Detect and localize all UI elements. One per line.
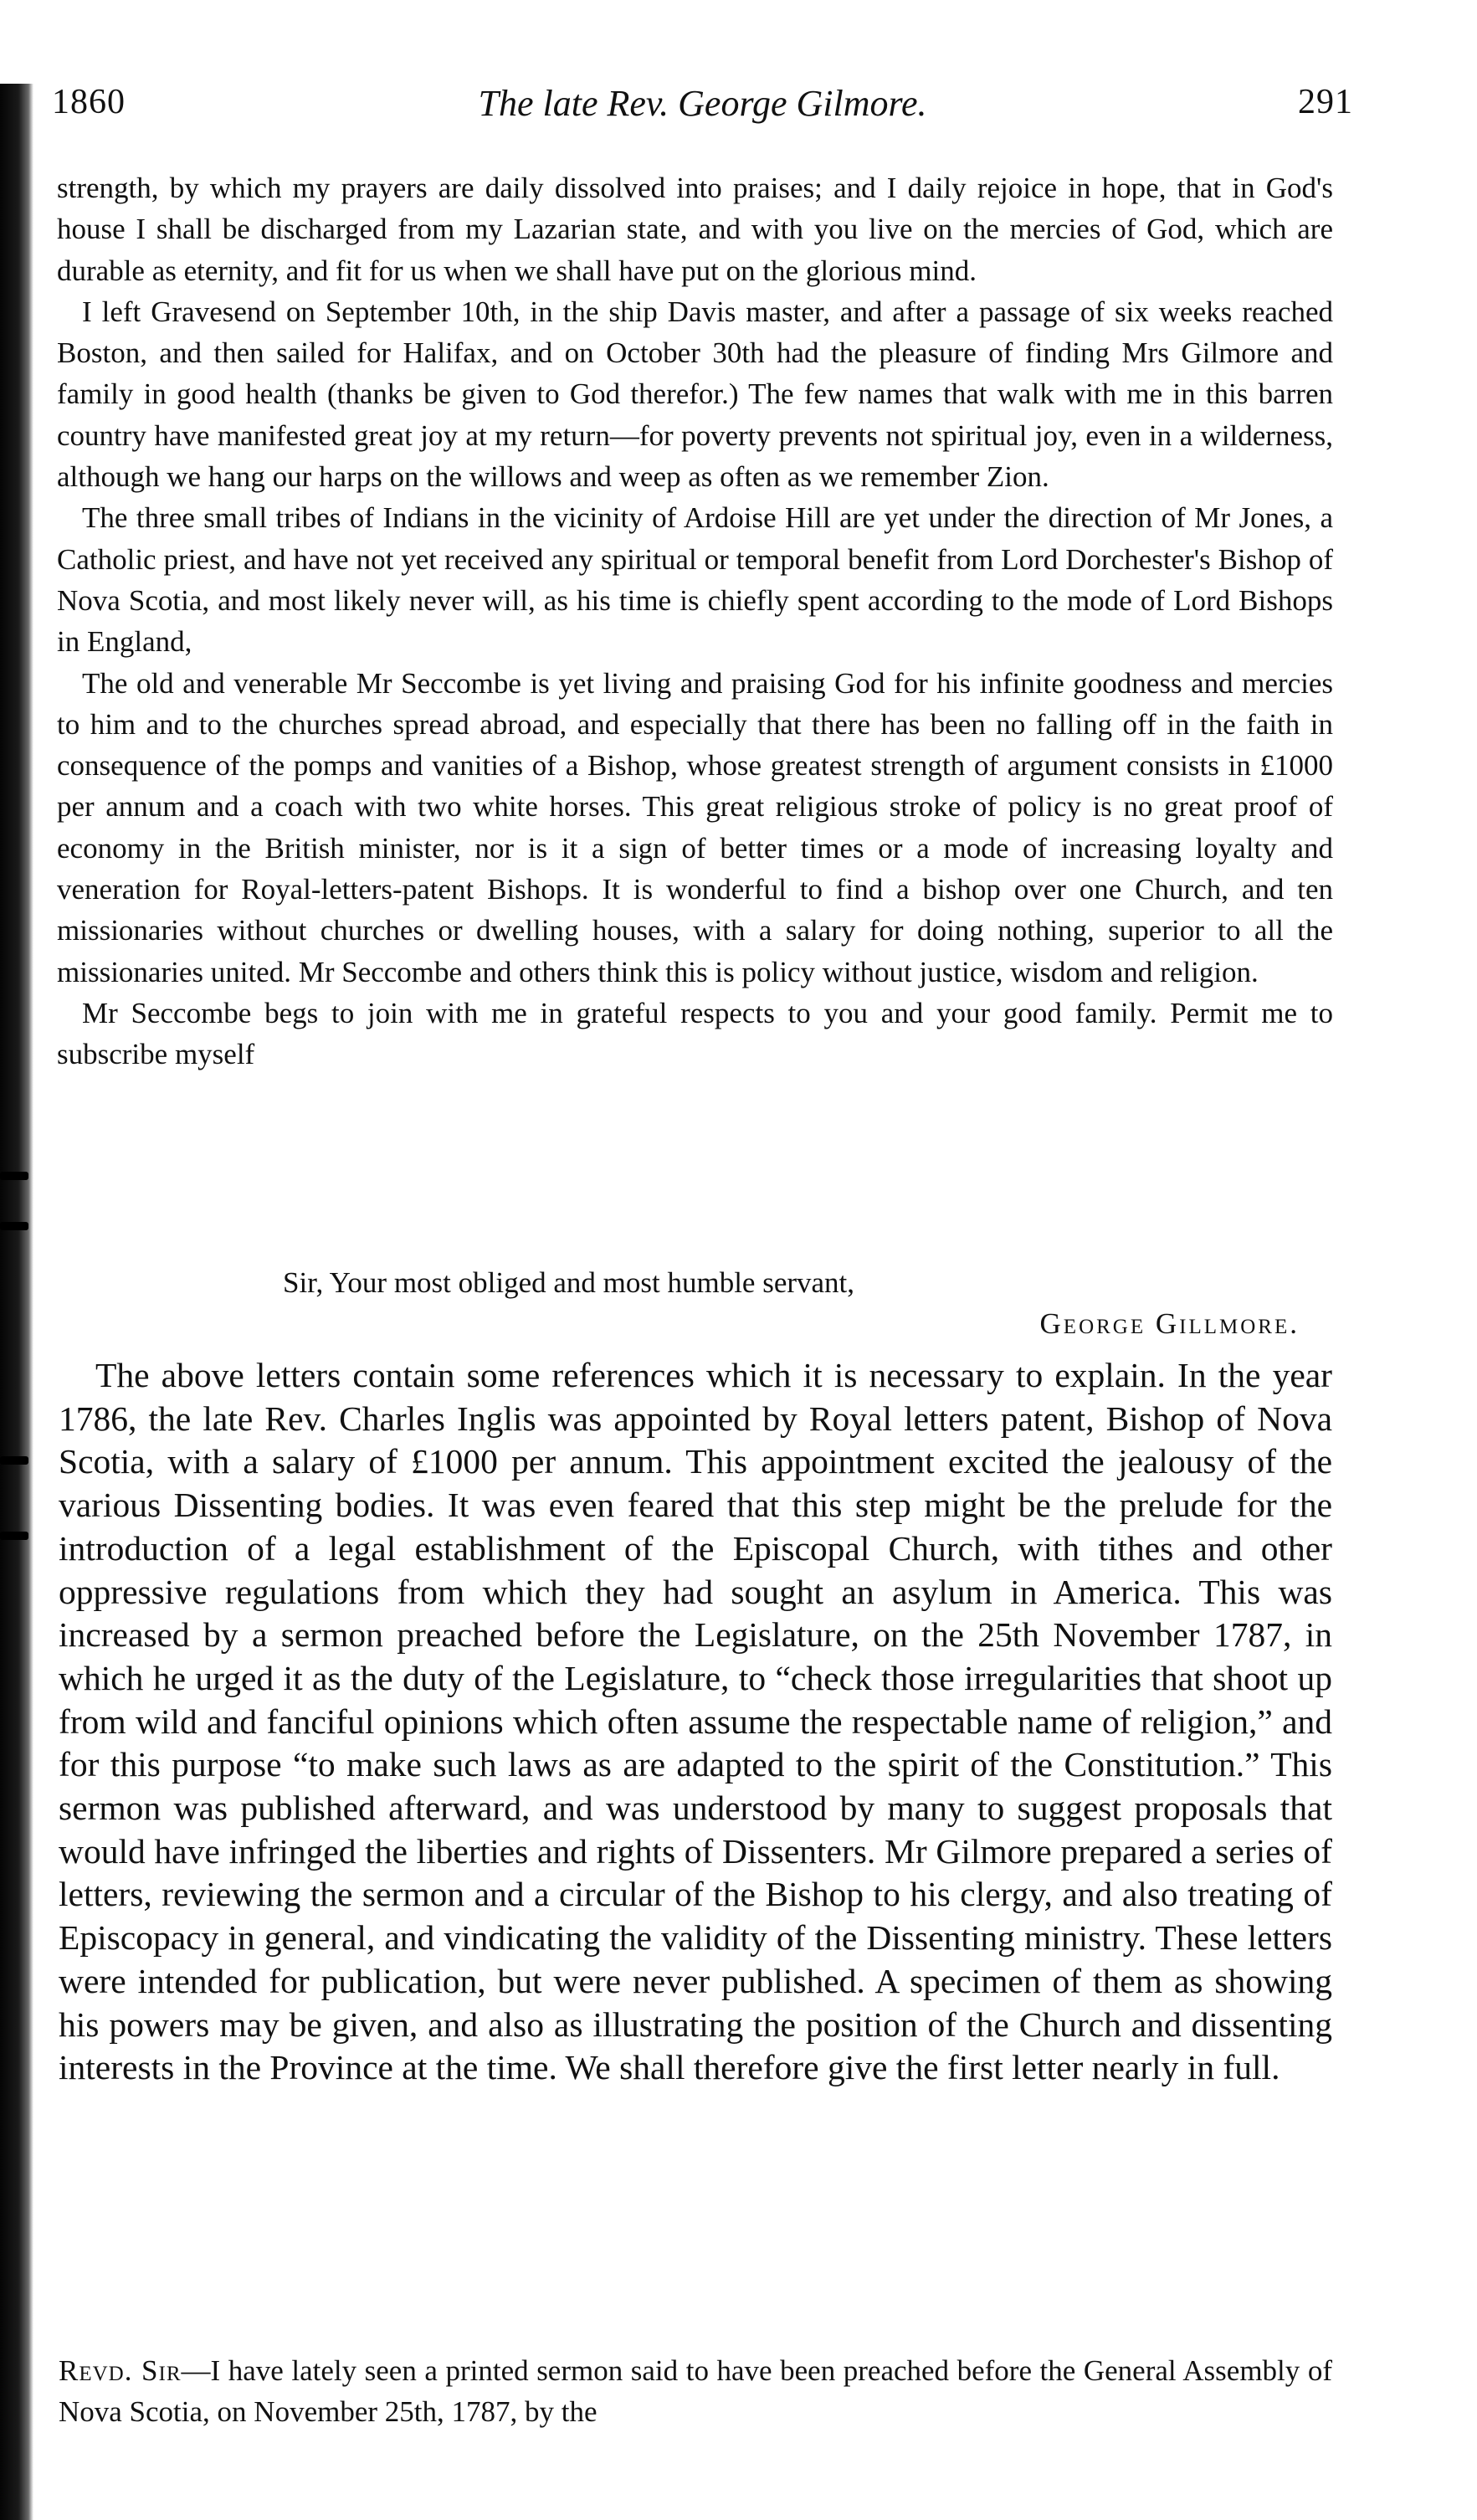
letter-paragraph: The three small tribes of Indians in the vicinity of Ardoise Hill are yet under the direction of Mr Jones, a Catholic priest, and have not yet received any spiritual or temporal benefit from Lord Dorchester's Bishop of Nova Scotia, and most likely never will, as his time is chiefly spent according to the mode of Lord Bishops in England, (57, 501, 1333, 659)
letter-paragraph: The old and venerable Mr Seccombe is yet living and praising God for his infinite goodness and mercies to him and to the churches spread abroad, and especially that there has been no falling off in the faith in consequence of the pomps and vanities of a Bishop, whose greatest strength of argument consists in £1000 per annum and a coach with two white horses. This great religious stroke of policy is no great proof of economy in the British minister, nor is it a sign of better times or a mode of increasing loyalty and veneration for Royal-letters-patent Bishops. It is wonderful to find a bishop over one Church, and ten missionaries without churches or dwelling houses, with a salary for doing nothing, superior to all the missionaries united. Mr Seccombe and others think this is policy without justice, wisdom and religion. (57, 666, 1333, 988)
next-letter (59, 2350, 1332, 2432)
next-letter-text: —I have lately seen a printed sermon said to have been preached before the General Assembly of Nova Scotia, on November 25th, 1787, by the (59, 2354, 1332, 2428)
spine-mark (0, 1532, 28, 1540)
header-year: 1860 (52, 83, 126, 121)
page-header (52, 82, 1353, 132)
running-title: The late Rev. George Gilmore. (478, 83, 927, 124)
commentary-paragraph: The above letters contain some references which it is necessary to explain. In the year 1786, the late Rev. Charles Inglis was appointed by Royal letters patent, Bishop of Nova Scotia, with a salary of £1000 per annum. This appointment excited the jealousy of the various Dissenting bodies. It was even feared that this step might be the prelude for the introduction of a legal establishment of the Episcopal Church, with tithes and other oppressive regulations from which they had sought an asylum in America. This was increased by a sermon preached before the Legislature, on the 25th November 1787, in which he urged it as the duty of the Legislature, to “check those irregularities that shoot up from wild and fanciful opinions which often assume the respectable name of religion,” and for this purpose “to make such laws as are adapted to the spirit of the Constitution.” This sermon was published afterward, and was understood by many to suggest proposals that would have infringed the liberties and rights of Dissenters. Mr Gilmore prepared a series of letters, reviewing the sermon and a circular of the Bishop to his clergy, and also treating of Episcopacy in general, and vindicating the validity of the Dissenting ministry. These letters were intended for publication, but were never published. A specimen of them as showing his powers may be given, and also as illustrating the position of the Church and dissenting interests in the Province at the time. We shall therefore give the first letter nearly in full. (59, 1356, 1332, 2087)
letter-closing (57, 1262, 1333, 1344)
commentary-body (59, 1354, 1332, 2090)
signature: George Gillmore. (1039, 1307, 1300, 1340)
page-number: 291 (1298, 83, 1353, 121)
letter-body (57, 167, 1333, 1075)
next-letter-paragraph (59, 2350, 1332, 2432)
spine-mark (0, 1456, 28, 1465)
spine-mark (0, 1172, 28, 1180)
letter-paragraph: Mr Seccombe begs to join with me in grateful respects to you and your good family. Permit me to subscribe myself (57, 996, 1333, 1071)
letter-paragraph: I left Gravesend on September 10th, in the ship Davis master, and after a passage of six weeks reached Boston, and then sailed for Halifax, and on October 30th had the pleasure of finding Mrs Gilmore and family in good health (thanks be given to God therefor.) The few names that walk with me in this barren country have manifested great joy at my return—for poverty prevents not spiritual joy, even in a wilderness, although we hang our harps on the willows and weep as often as we remember Zion. (57, 295, 1333, 494)
spine-mark (0, 1222, 28, 1230)
book-spine-shadow (0, 84, 33, 2520)
letter-paragraph: strength, by which my prayers are daily dissolved into praises; and I daily rejoice in hope, that in God's house I shall be discharged from my Lazarian state, and with you live on the mercies of God, which are durable as eternity, and fit for us when we shall have put on the glorious mind. (57, 172, 1333, 287)
salutation: Sir, Your most obliged and most humble servant, (283, 1266, 855, 1299)
letter-address: Revd. Sir (59, 2354, 182, 2387)
